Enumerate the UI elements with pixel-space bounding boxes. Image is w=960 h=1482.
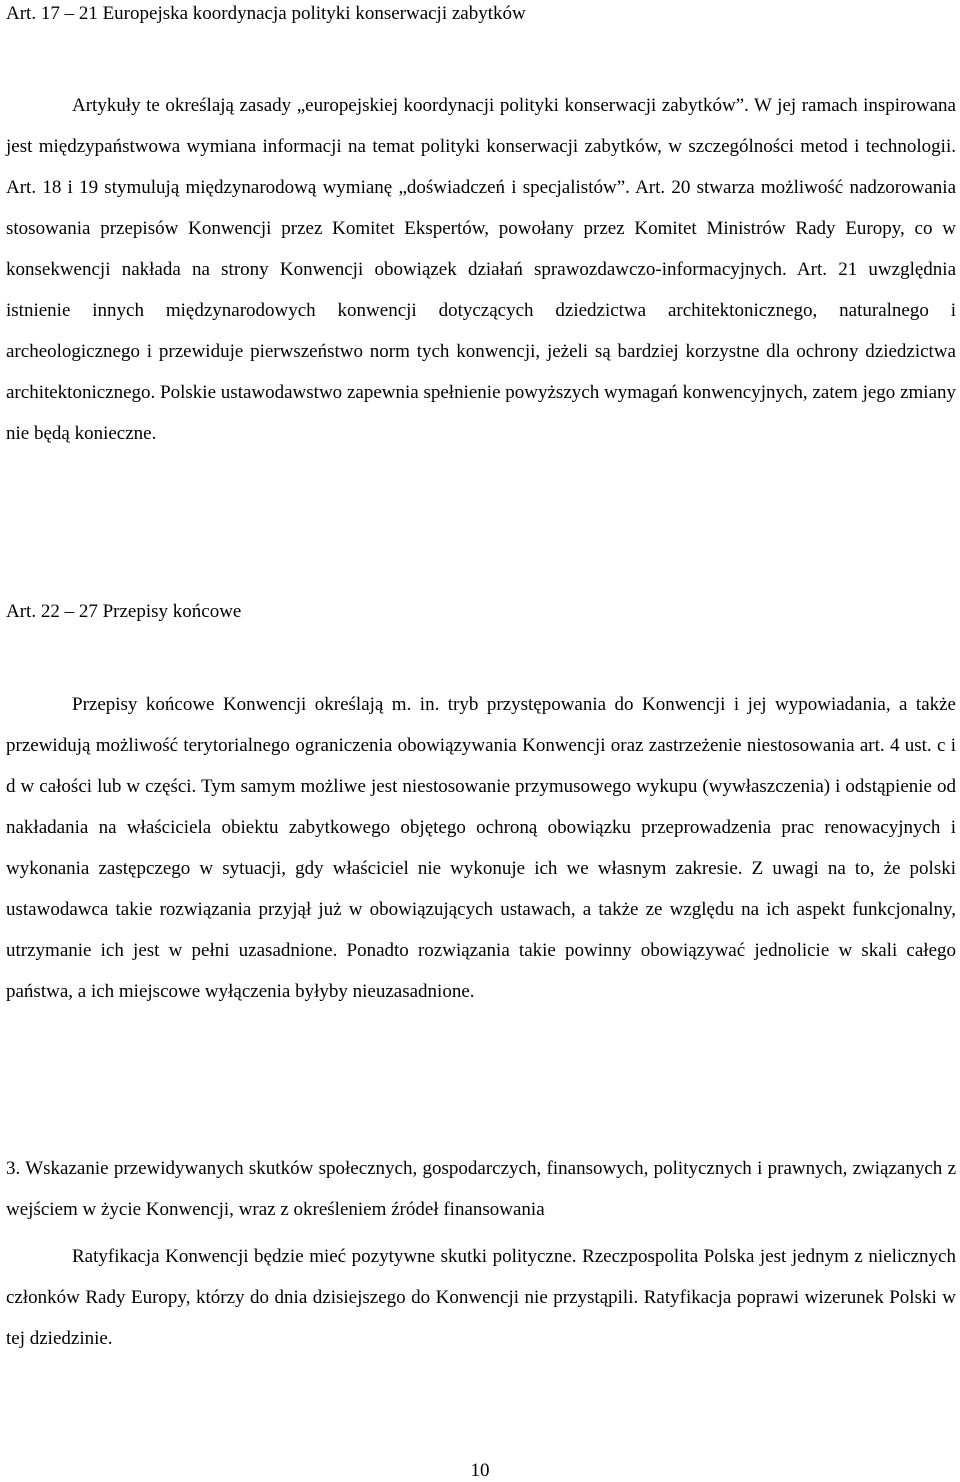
section-body-art-17-21: Artykuły te określają zasady „europejskiej koordynacji polityki konserwacji zabytków”. W jej ramach inspirowana jest międzypaństwowa wymiana informacji na temat polityki konserwacji zabytków, w szczególności metod i technologii. Art. 18 i 19 stymulują międzynarodową wymianę „doświadczeń i specjalistów”. Art. 20 stwarza możliwość nadzorowania stosowania przepisów Konwencji przez Komitet Ekspertów, powołany przez Komitet Ministrów Rady Europy, co w konsekwencji nakłada na strony Konwencji obowiązek działań sprawozdawczo-informacyjnych. Art. 21 uwzględnia istnienie innych międzynarodowych konwencji dotyczących dziedzictwa architektonicznego, naturalnego i archeologicznego i przewiduje pierwszeństwo norm tych konwencji, jeżeli są bardziej korzystne dla ochrony dziedzictwa architektonicznego. Polskie ustawodawstwo zapewnia spełnienie powyższych wymagań konwencyjnych, zatem jego zmiany nie będą konieczne. bbox=[6, 95, 956, 444]
section-heading-art-22-27: Art. 22 – 27 Przepisy końcowe bbox=[6, 601, 242, 622]
section-heading-effects: 3. Wskazanie przewidywanych skutków społecznych, gospodarczych, finansowych, politycznych i prawnych, związanych z wejściem w życie Konwencji, wraz z określeniem źródeł finansowania bbox=[6, 1158, 956, 1220]
section-body-art-22-27: Przepisy końcowe Konwencji określają m. in. tryb przystępowania do Konwencji i jej wypowiadania, a także przewidują możliwość terytorialnego ograniczenia obowiązywania Konwencji oraz zastrzeżenie niestosowania art. 4 ust. c i d w całości lub w części. Tym samym możliwe jest niestosowanie przymusowego wykupu (wywłaszczenia) i odstąpienie od nakładania na właściciela obiektu zabytkowego objętego ochroną obowiązku przeprowadzenia prac renowacyjnych i wykonania zastępczego w sytuacji, gdy właściciel nie wykonuje ich we własnym zakresie. Z uwagi na to, że polski ustawodawca takie rozwiązania przyjął już w obowiązujących ustawach, a także ze względu na ich aspekt funkcjonalny, utrzymanie ich jest w pełni uzasadnione. Ponadto rozwiązania takie powinny obowiązywać jednolicie w skali całego państwa, a ich miejscowe wyłączenia byłyby nieuzasadnione. bbox=[6, 694, 956, 1002]
section-heading-art-17-21: Art. 17 – 21 Europejska koordynacja polityki konserwacji zabytków bbox=[6, 3, 526, 24]
page-number: 10 bbox=[470, 1460, 490, 1481]
section-body-effects: Ratyfikacja Konwencji będzie mieć pozytywne skutki polityczne. Rzeczpospolita Polska jest jednym z nielicznych członków Rady Europy, którzy do dnia dzisiejszego do Konwencji nie przystąpili. Ratyfikacja poprawi wizerunek Polski w tej dziedzinie. bbox=[6, 1246, 956, 1349]
